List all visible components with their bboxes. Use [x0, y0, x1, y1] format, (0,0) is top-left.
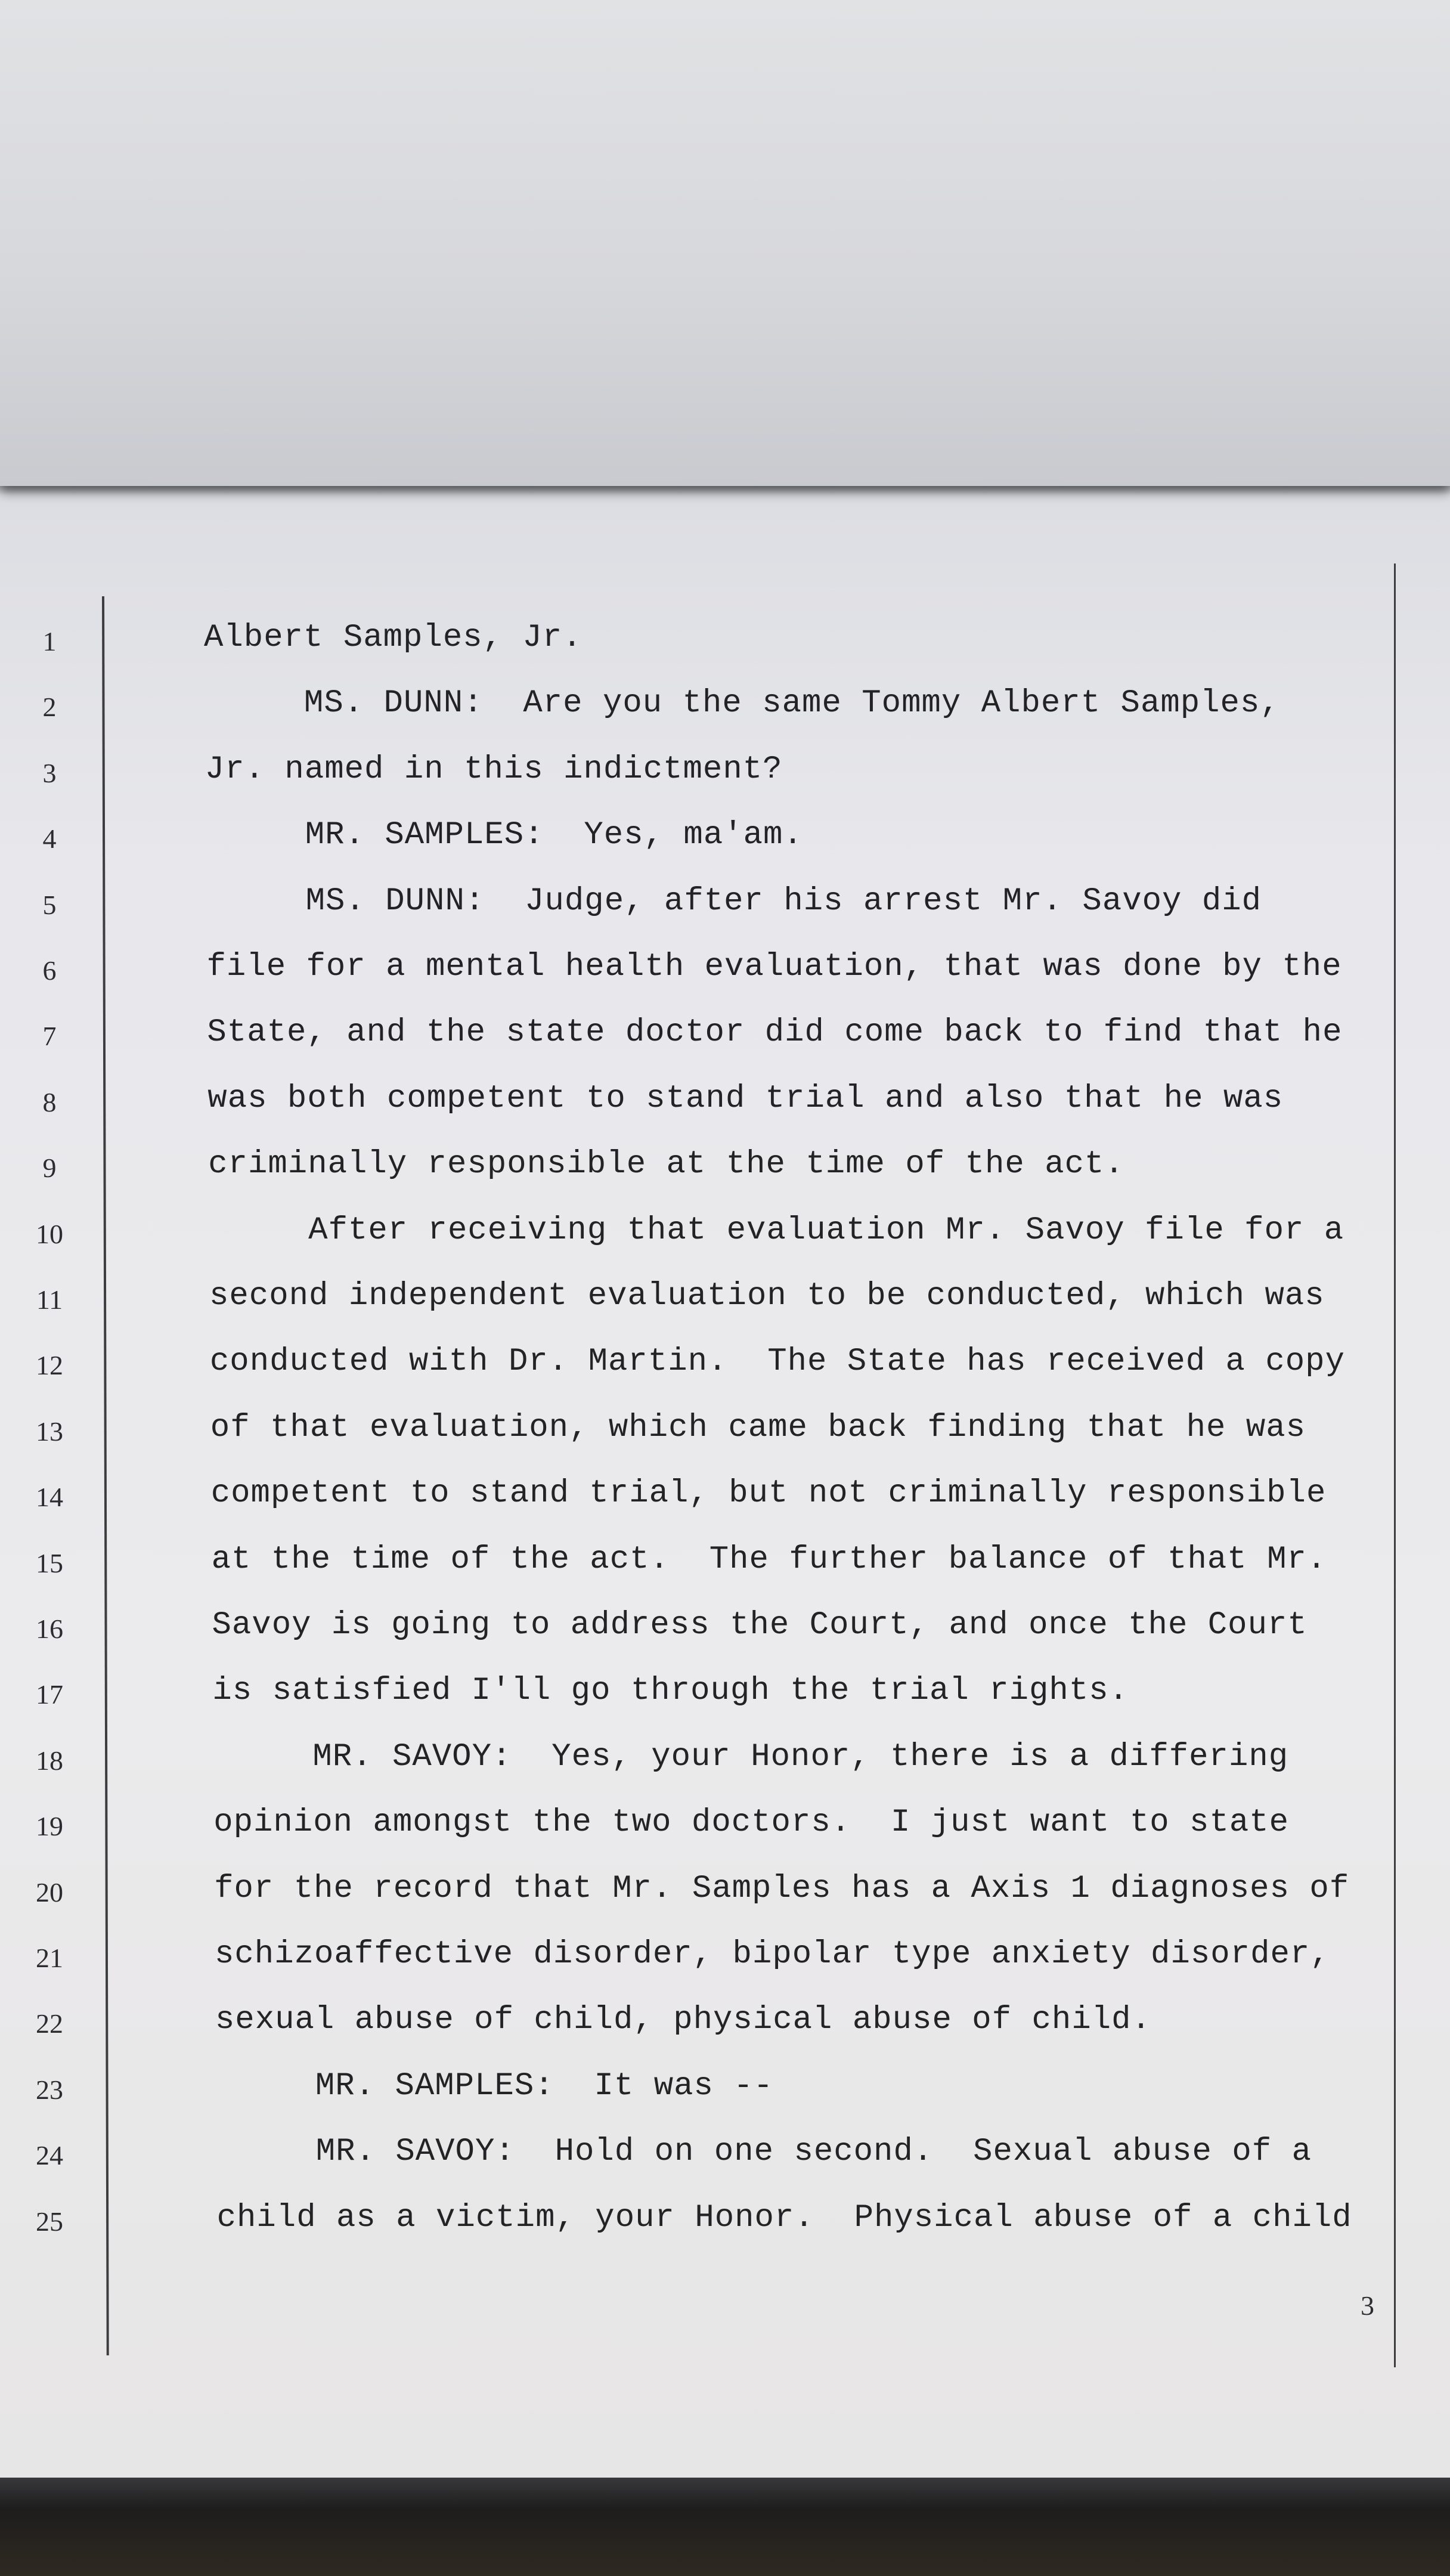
transcript-text-line: sexual abuse of child, physical abuse of child. [215, 2002, 1151, 2039]
transcript-text-line: MR. SAMPLES: It was -- [215, 2067, 774, 2104]
transcript-text-line: second independent evaluation to be conducted, which was [209, 1278, 1325, 1314]
line-number: 3 [42, 757, 57, 788]
transcript-text-line: After receiving that evaluation Mr. Savoy file for a [209, 1212, 1344, 1249]
transcript-text-line: Albert Samples, Jr. [204, 620, 583, 656]
right-margin-rule [1394, 564, 1396, 2367]
transcript-text-line: MR. SAMPLES: Yes, ma'am. [205, 817, 803, 854]
line-number: 8 [42, 1086, 57, 1117]
page-number: 3 [1361, 2290, 1374, 2321]
transcript-text-line: is satisfied I'll go through the trial rights. [212, 1673, 1129, 1710]
line-number: 19 [36, 1811, 63, 1842]
transcript-text-line: MS. DUNN: Judge, after his arrest Mr. Savoy did [206, 883, 1262, 919]
line-number: 5 [42, 889, 57, 920]
transcript-text-line: at the time of the act. The further balance of that Mr. [211, 1541, 1327, 1578]
line-number: 15 [36, 1547, 63, 1578]
line-number: 20 [36, 1877, 63, 1908]
transcript-text-line: file for a mental health evaluation, that was done by the [206, 949, 1342, 985]
line-number: 11 [36, 1284, 63, 1315]
line-number: 4 [42, 823, 57, 854]
transcript-text-line: MR. SAVOY: Hold on one second. Sexual abuse of a [216, 2134, 1312, 2171]
transcript-text-line: child as a victim, your Honor. Physical abuse of a child [216, 2199, 1352, 2236]
transcript-text-line: conducted with Dr. Martin. The State has received a copy [209, 1343, 1345, 1380]
line-number: 2 [42, 692, 57, 723]
transcript-text-line: MS. DUNN: Are you the same Tommy Albert Samples, [204, 685, 1280, 722]
line-number: 9 [42, 1153, 57, 1184]
line-number: 13 [36, 1416, 63, 1447]
transcript-text-line: was both competent to stand trial and also that he was [207, 1080, 1284, 1117]
line-number: 23 [36, 2074, 63, 2105]
previous-page-sheet [0, 0, 1450, 486]
transcript-text-line: Savoy is going to address the Court, and once the Court [212, 1607, 1308, 1643]
line-number: 10 [36, 1218, 63, 1249]
transcript-text-line: competent to stand trial, but not criminally responsible [210, 1475, 1327, 1512]
line-number: 1 [42, 626, 57, 657]
transcript-text-line: of that evaluation, which came back finding that he was [210, 1409, 1306, 1446]
line-number: 22 [36, 2008, 63, 2039]
desk-surface [0, 2475, 1450, 2576]
line-number: 12 [36, 1350, 63, 1381]
transcript-text-line: State, and the state doctor did come back to find that he [207, 1014, 1343, 1051]
line-number: 16 [36, 1614, 63, 1644]
transcript-text-line: MR. SAVOY: Yes, your Honor, there is a differing [213, 1738, 1289, 1775]
line-number: 14 [36, 1482, 63, 1513]
line-number: 17 [36, 1679, 63, 1710]
line-number: 7 [42, 1021, 57, 1052]
line-number: 18 [36, 1745, 63, 1776]
transcript-text-line: opinion amongst the two doctors. I just want to state [213, 1804, 1290, 1841]
transcript-text-line: criminally responsible at the time of the act. [208, 1146, 1124, 1183]
transcript-text-line: schizoaffective disorder, bipolar type anxiety disorder, [215, 1936, 1330, 1973]
line-number: 24 [36, 2140, 63, 2171]
line-number: 21 [36, 1943, 63, 1973]
transcript-text-line: for the record that Mr. Samples has a Axis 1 diagnoses of [214, 1870, 1350, 1907]
transcript-text-line: Jr. named in this indictment? [205, 751, 783, 788]
line-number: 6 [42, 955, 57, 986]
line-number: 25 [36, 2206, 63, 2237]
